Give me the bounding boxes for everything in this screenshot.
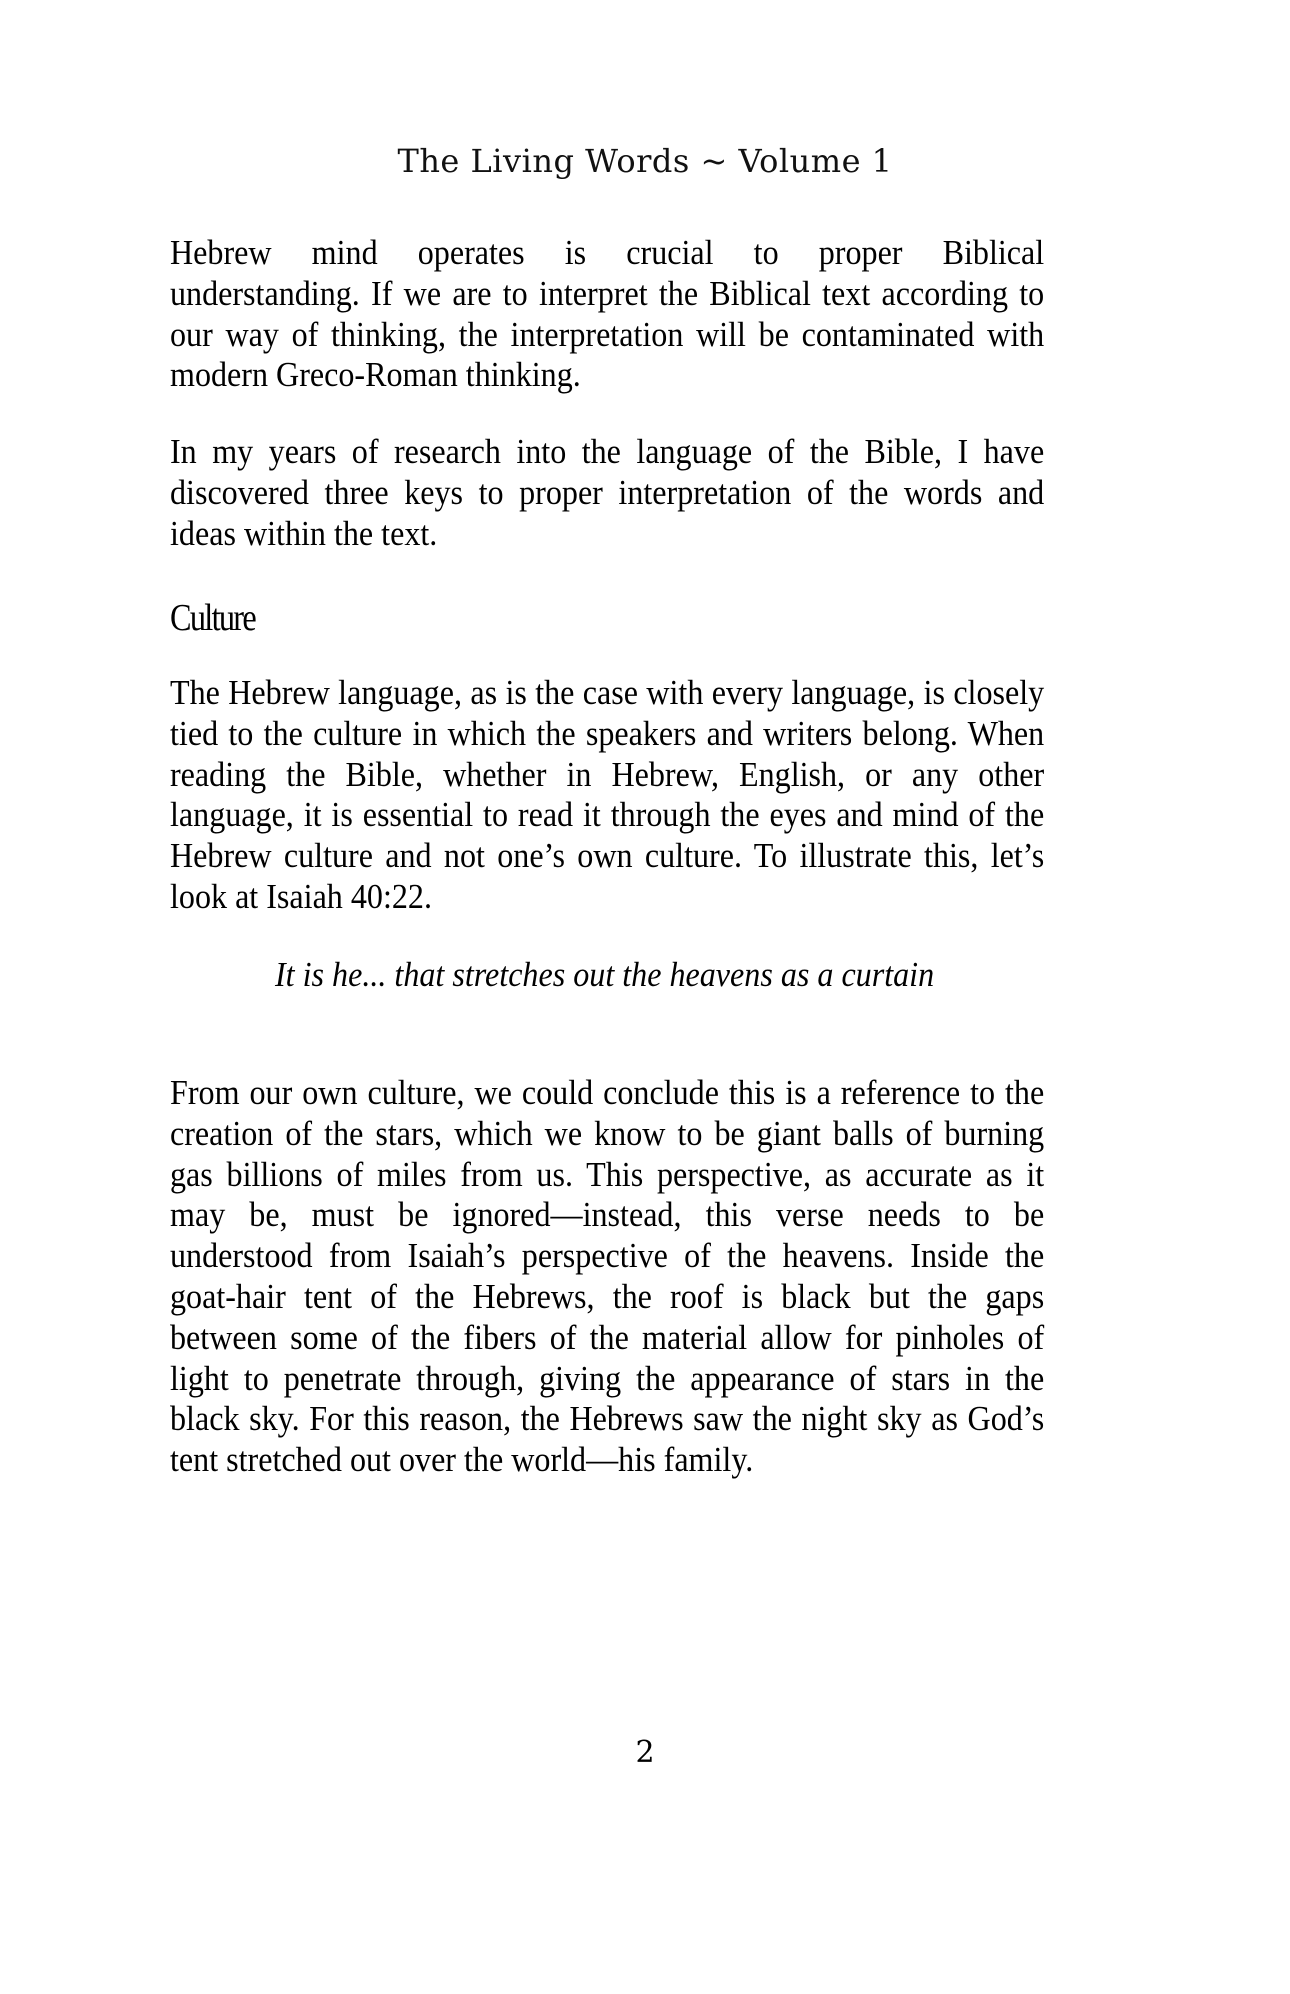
paragraph-line: understanding. If we are to interpret the Biblical text according to bbox=[170, 274, 1045, 313]
section-heading-culture: Culture bbox=[170, 597, 255, 639]
paragraph-text: The Hebrew language, as is the case with every language, is closely tied to the culture in which the speakers and writers belong. When reading the Bible, whether in Hebrew, English, or any other language, it is essential to read it through the eyes and mind of the Hebrew culture and not one’s own culture. To illustrate this, let’s look at Isaiah 40:22. bbox=[170, 674, 1045, 916]
paragraph-line: Hebrew mind operates is crucial to proper Biblical bbox=[170, 234, 1045, 272]
page-number: 2 bbox=[635, 1735, 655, 1770]
paragraph-text: From our own culture, we could conclude this is a reference to the creation of the stars, which we know to be giant balls of burning gas billions of miles from us. This perspective, as accurate as it may be, must be ignored—instead, this verse needs to be understood from Isaiah’s perspective of the heavens. Inside the goat-hair tent of the Hebrews, the roof is black but the gaps between some of the fibers of the material allow for pinholes of light to penetrate through, giving the appearance of stars in the black sky. For this reason, the Hebrews saw the night sky as God’s tent stretched out over the world—his family. bbox=[170, 1074, 1045, 1480]
paragraph-line: modern Greco-Roman thinking. bbox=[170, 356, 581, 395]
scripture-quote: It is he... that stretches out the heavens as a curtain bbox=[275, 956, 935, 994]
paragraph-continued bbox=[170, 233, 1044, 396]
running-header: The Living Words ~ Volume 1 bbox=[397, 142, 893, 180]
paragraph-culture bbox=[170, 673, 1044, 918]
paragraph-line: our way of thinking, the interpretation will be contaminated with bbox=[170, 315, 1045, 354]
paragraph-text: In my years of research into the language of the Bible, I have discovered three keys to proper interpretation of the words and ideas within the text. bbox=[170, 433, 1045, 553]
paragraph-perspective bbox=[170, 1073, 1044, 1481]
paragraph-research bbox=[170, 432, 1044, 554]
